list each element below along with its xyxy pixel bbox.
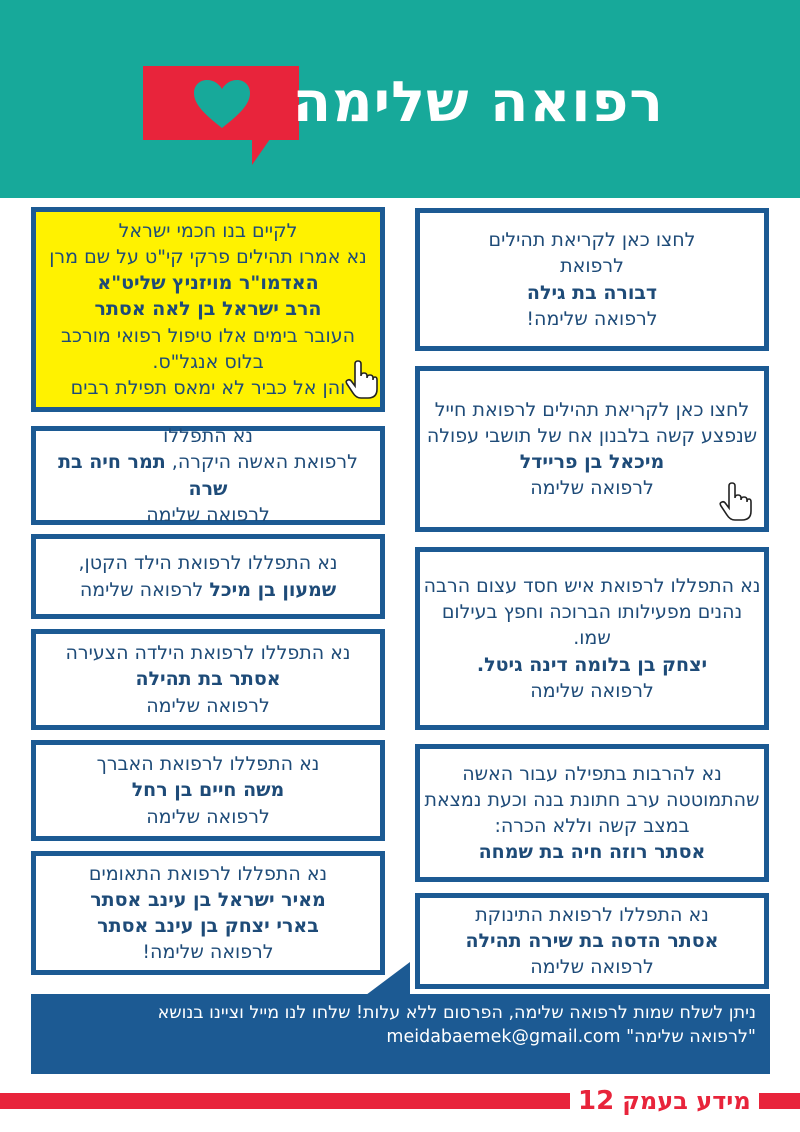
- submission-info-box: [31, 994, 770, 1074]
- box-line: במצב קשה וללא הכרה:: [494, 815, 690, 837]
- box-name: מאיר ישראל בן עינב אסתר: [90, 888, 326, 911]
- pointer-hand-icon: [718, 482, 752, 522]
- notice-box-moshe: [31, 740, 385, 841]
- box-name: משה חיים בן רחל: [131, 779, 285, 802]
- brand-footer: [570, 1084, 759, 1118]
- box-line: לרפואה שלימה!: [526, 307, 658, 330]
- box-line: נא התפללו לרפואת התאומים: [88, 862, 328, 885]
- box-line: נא התפללו לרפואת התינוקת: [475, 903, 709, 926]
- box-line: נהנים מפעילותו הברוכה וחפץ בעילום: [441, 601, 743, 624]
- box-line: שהתמוטטה ערב חתונת בנה וכעת נמצאת: [424, 788, 760, 811]
- tehilim-link-box-1[interactable]: [415, 208, 769, 351]
- speech-bubble-tail: [252, 139, 270, 165]
- box-line: נא אמרו תהילים פרקי קי"ט על שם מרן: [49, 245, 367, 268]
- notice-box-twins: [31, 851, 385, 975]
- box-name: דבורה בת גילה: [526, 281, 658, 304]
- email-link[interactable]: meidabaemek@gmail.com: [386, 1026, 621, 1047]
- box-line-part: לרפואת האשה היקרה,: [165, 451, 358, 474]
- box-line: נא להרבות בתפילה עבור האשה: [462, 762, 722, 785]
- box-line: לרפואת: [560, 255, 624, 278]
- box-line: [36, 449, 380, 501]
- notice-box-esther-hadassah: [415, 893, 769, 989]
- box-line: [80, 577, 336, 603]
- pointer-hand-icon: [344, 360, 378, 400]
- box-line: בלוס אנגל"ס.: [152, 350, 264, 373]
- box-name: אסתר בת תהילה: [135, 668, 281, 691]
- box-line: לרפואה שלימה: [146, 694, 270, 717]
- notice-box-yitzchak: [415, 547, 769, 730]
- box-line: לרפואה שלימה!: [142, 941, 274, 964]
- box-line: נא התפללו לרפואת הילד הקטן,: [78, 552, 338, 575]
- box-line: נא התפללו לרפואת איש חסד עצום הרבה: [423, 574, 761, 597]
- box-line: לחצו כאן לקריאת תהילים: [488, 229, 696, 252]
- box-line: לרפואה שלימה: [530, 477, 654, 500]
- header-banner: [0, 0, 800, 198]
- box-line: שמו.: [573, 627, 611, 650]
- box-line: לחצו כאן לקריאת תהילים לרפואת חייל: [434, 398, 750, 421]
- notice-box-tamar: [31, 426, 385, 525]
- brand-logo: מידע בעמק: [622, 1087, 751, 1115]
- notice-box-shimon: [31, 534, 385, 619]
- notice-box-rav: [31, 207, 385, 412]
- box-line: שנפצע קשה בלבנון אח של תושבי עפולה: [426, 424, 758, 447]
- box-name: האדמו"ר מויזניץ שליט"א: [97, 272, 319, 295]
- box-line: לרפואה שלימה: [530, 679, 654, 702]
- box-line: לרפואה שלימה: [530, 956, 654, 979]
- box-name: יצחק בן בלומה דינה גיטל.: [476, 653, 708, 676]
- box-name: שמעון בן מיכל: [209, 578, 337, 601]
- page-title: רפואה שלימה: [292, 70, 664, 135]
- box-line-part: לרפואה שלימה: [79, 578, 210, 601]
- box-line: לרפואה שלימה: [146, 503, 270, 526]
- box-name: אסתר רוזה חיה בת שמחה: [478, 841, 706, 864]
- page-number: 12: [578, 1086, 615, 1116]
- notice-box-esther-tehila: [31, 629, 385, 730]
- footer-line: ניתן לשלח שמות לרפואה שלימה, הפרסום ללא עלות! שלחו לנו מייל וציינו בנושא: [157, 1003, 756, 1023]
- box-name: מיכאל בן פריידל: [519, 451, 665, 473]
- box-name: אסתר הדסה בת שירה תהילה: [465, 929, 719, 952]
- footer-line: [45, 1026, 756, 1050]
- box-name: הרב ישראל בן לאה אסתר: [94, 298, 322, 321]
- box-line: נא התפללו לרפואת האברך: [96, 753, 320, 776]
- box-line: לקיים בנו חכמי ישראל: [118, 219, 298, 242]
- box-name: בארי יצחק בן עינב אסתר: [97, 915, 319, 937]
- footer-bubble-tail: [366, 962, 410, 995]
- tehilim-link-box-2[interactable]: [415, 366, 769, 532]
- box-name: תמר חיה בת שרה: [58, 451, 228, 500]
- box-line: לרפואה שלימה: [146, 805, 270, 828]
- box-line: נא התפללו: [163, 425, 253, 448]
- box-line: נא התפללו לרפואת הילדה הצעירה: [65, 642, 351, 665]
- footer-subject: "לרפואה שלימה": [620, 1026, 756, 1047]
- notice-box-esther-roza: [415, 744, 769, 882]
- box-line: העובר בימים אלו טיפול רפואי מורכב: [60, 324, 356, 347]
- heart-icon: [192, 78, 252, 130]
- box-line: והן אל כביר לא ימאס תפילת רבים: [70, 377, 346, 400]
